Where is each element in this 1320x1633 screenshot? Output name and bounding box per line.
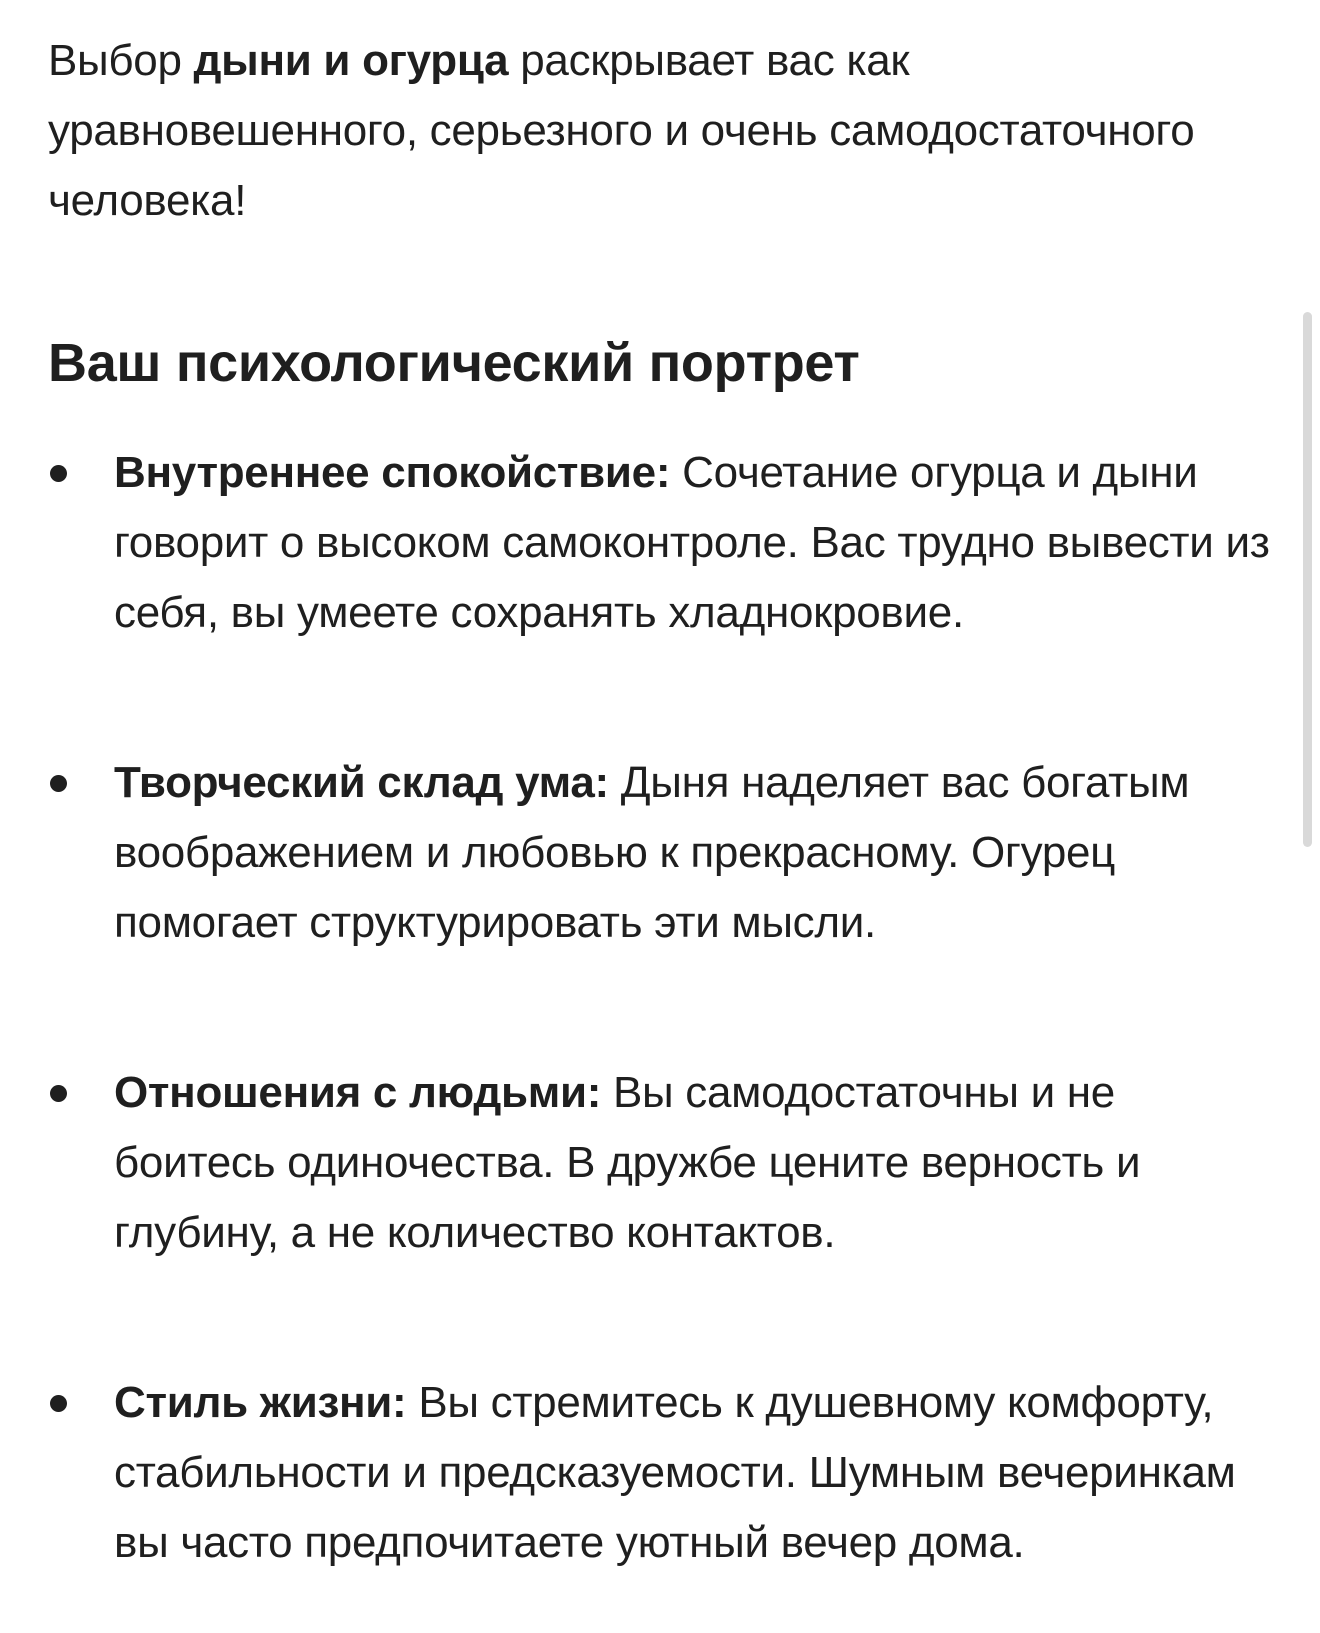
scrollbar[interactable] bbox=[1303, 312, 1312, 847]
traits-list bbox=[48, 438, 1278, 1578]
trait-text: Вы самодостаточны и не боитесь одиночества. В дружбе цените верность и глубину, а не количество контактов. bbox=[114, 1068, 1141, 1257]
trait-title: Стиль жизни: bbox=[114, 1378, 407, 1427]
article-content bbox=[48, 26, 1278, 1578]
list-item bbox=[48, 748, 1278, 958]
bullet-icon bbox=[50, 1085, 67, 1102]
intro-suffix: раскрывает вас как уравновешенного, серьезного и очень самодостаточного человека! bbox=[48, 36, 1195, 225]
intro-prefix: Выбор bbox=[48, 36, 194, 85]
trait-title: Отношения с людьми: bbox=[114, 1068, 602, 1117]
section-heading: Ваш психологический портрет bbox=[48, 333, 860, 393]
list-item bbox=[48, 438, 1278, 648]
list-item bbox=[48, 1368, 1278, 1578]
intro-highlight: дыни и огурца bbox=[193, 36, 509, 85]
bullet-icon bbox=[50, 775, 67, 792]
trait-title: Внутреннее спокойствие: bbox=[114, 448, 671, 497]
trait-text: Вы стремитесь к душевному комфорту, стабильности и предсказуемости. Шумным вечеринкам вы часто предпочитаете уютный вечер дома. bbox=[114, 1378, 1236, 1567]
bullet-icon bbox=[50, 1395, 67, 1412]
trait-text: Дыня наделяет вас богатым воображением и любовью к прекрасному. Огурец помогает структурировать эти мысли. bbox=[114, 758, 1190, 947]
bullet-icon bbox=[50, 465, 67, 482]
trait-text: Сочетание огурца и дыни говорит о высоком самоконтроле. Вас трудно вывести из себя, вы умеете сохранять хладнокровие. bbox=[114, 448, 1270, 637]
trait-title: Творческий склад ума: bbox=[114, 758, 609, 807]
intro-paragraph bbox=[48, 26, 1278, 236]
list-item bbox=[48, 1058, 1278, 1268]
